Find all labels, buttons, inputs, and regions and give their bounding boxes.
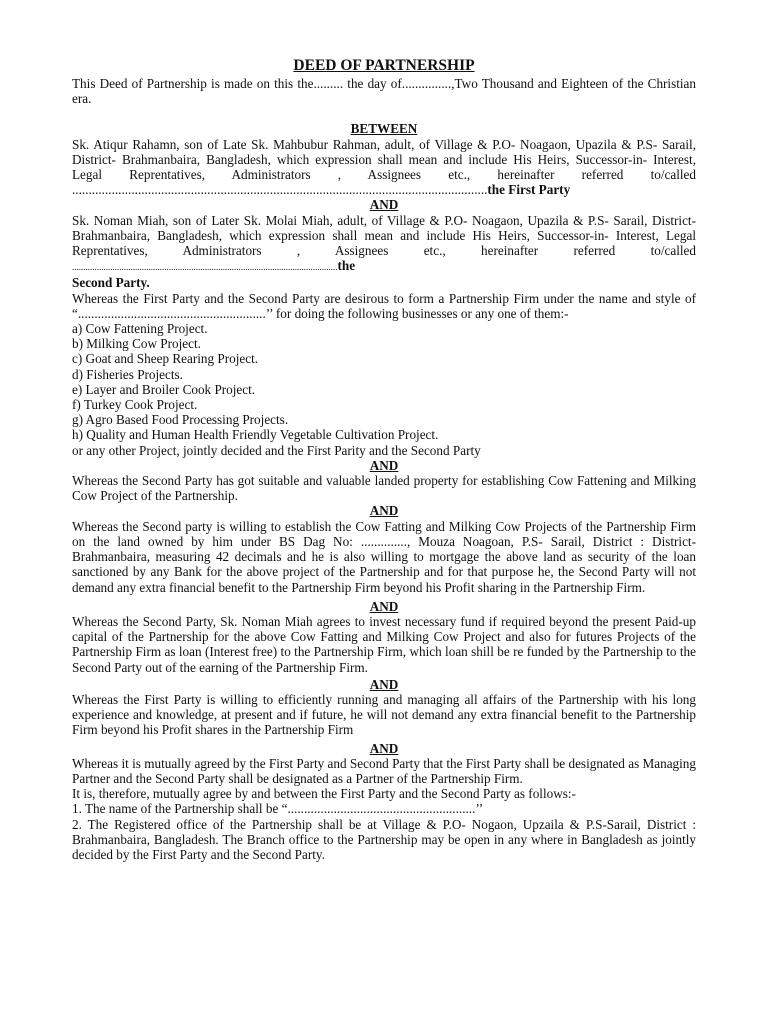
whereas-paragraph-3: Whereas the Second party is willing to establish the Cow Fatting and Milking Cow Projects of the Partnership Firm on the land owned by him under BS Dag No: .............., Mouza Noagoan, P.S- Sarail, District : District- Brahmanbaira, measuring 42 decimals and he is also willing to mortgage the above land as security of the loan sanctioned by any Bank for the above project of the Partnership and for that purpose he, the Second Party will not demand any extra financial benefit to the Partnership Firm beyond his Profit sharing in the Partnership Firm. [72,518,696,595]
first-party-line [72,182,696,197]
list-item: c) Goat and Sheep Rearing Project. [72,351,259,367]
first-party-dots: .............................................................................................................................. [72,182,488,198]
agreement-intro: It is, therefore, mutually agree by and between the First Party and the Second Party as follows:- [72,786,576,802]
list-item: or any other Project, jointly decided and the First Parity and the Second Party [72,442,481,458]
whereas-paragraph-5: Whereas the First Party is willing to efficiently running and managing all affairs of the Partnership with his long experience and knowledge, at present and if future, he will not demand any extra financial benefit to the Partnership Firm beyond his Profit shares in the Partnership Firm [72,691,696,738]
whereas-paragraph-4: Whereas the Second Party, Sk. Noman Miah agrees to invest necessary fund if required beyond the present Paid-up capital of the Partnership for the above Cow Fatting and Milking Cow Project and also for futures Projects of the Partnership Firm as loan (Interest free) to the Partnership Firm, which loan shill be re funded by the Partnership to the Second Party out of the earning of the Partnership Firm. [72,613,696,675]
whereas-paragraph-1: Whereas the First Party and the Second Party are desirous to form a Partnership Firm under the name and style of “.........................................................’’ for doing the following businesses or any one of them:- [72,290,696,321]
list-item: h) Quality and Human Health Friendly Vegetable Cultivation Project. [72,427,439,443]
second-party-text: Sk. Noman Miah, son of Later Sk. Molai Miah, adult, of Village & P.O- Noagaon, Upazila & P.S- Sarail, District- Brahmanbaira, Bangladesh, which expression shall mean and include His Heirs, Successor-in- Interest, Legal Reprentatives, Administrators , Assignees etc., hereinafter referred to/called [72,212,696,259]
clause-1: 1. The name of the Partnership shall be “.........................................................’’ [72,801,484,817]
document-title: DEED OF PARTNERSHIP [293,57,475,74]
list-item: b) Milking Cow Project. [72,336,201,352]
and-heading-1: AND [369,197,399,213]
second-party-label-a: the [337,258,356,274]
and-heading-4: AND [369,598,399,614]
intro-paragraph: This Deed of Partnership is made on this the......... the day of...............,Two Thousand and Eighteen of the Christian era. [72,76,696,107]
second-party-description [72,213,696,276]
whereas-paragraph-2: Whereas the Second Party has got suitable and valuable landed property for establishing Cow Fattening and Milking Cow Project of the Partnership. [72,473,696,504]
first-party-description: Sk. Atiqur Rahamn, son of Late Sk. Mahbubur Rahman, adult, of Village & P.O- Noagaon, Upazila & P.S- Sarail, District- Brahmanbaira, Bangladesh, which expression shall mean and include His Heirs, Successor-in- Interest, Legal Reprentatives, Administrators , Assignees etc., hereinafter referred to/called [72,136,696,183]
and-heading-6: AND [369,740,399,756]
clause-2: 2. The Registered office of the Partnership shall be at Village & P.O- Nogaon, Upzaila & P.S-Sarail, District : Brahmanbaira, Bangladesh. The Branch office to the Partnership may be open in any where in Bangladesh as jointly decided by the First Party and the Second Party. [72,816,696,862]
and-heading-2: AND [369,457,399,473]
list-item: f) Turkey Cook Project. [72,397,198,413]
projects-list [72,321,696,458]
between-heading: BETWEEN [350,121,418,137]
list-item: e) Layer and Broiler Cook Project. [72,381,256,397]
second-party-label-b: Second Party. [72,275,150,291]
first-party-label: the First Party [487,182,571,198]
and-heading-5: AND [369,676,399,692]
list-item: a) Cow Fattening Project. [72,321,208,337]
second-party-dots: ...................................................................................................................... [72,262,338,273]
and-heading-3: AND [369,503,399,519]
whereas-paragraph-6: Whereas it is mutually agreed by the First Party and Second Party that the First Party shall be designated as Managing Partner and the Second Party shall be designated as a Partner of the Partnership Firm. [72,755,696,786]
spacer [72,106,696,121]
list-item: g) Agro Based Food Processing Projects. [72,412,289,428]
list-item: d) Fisheries Projects. [72,366,183,382]
